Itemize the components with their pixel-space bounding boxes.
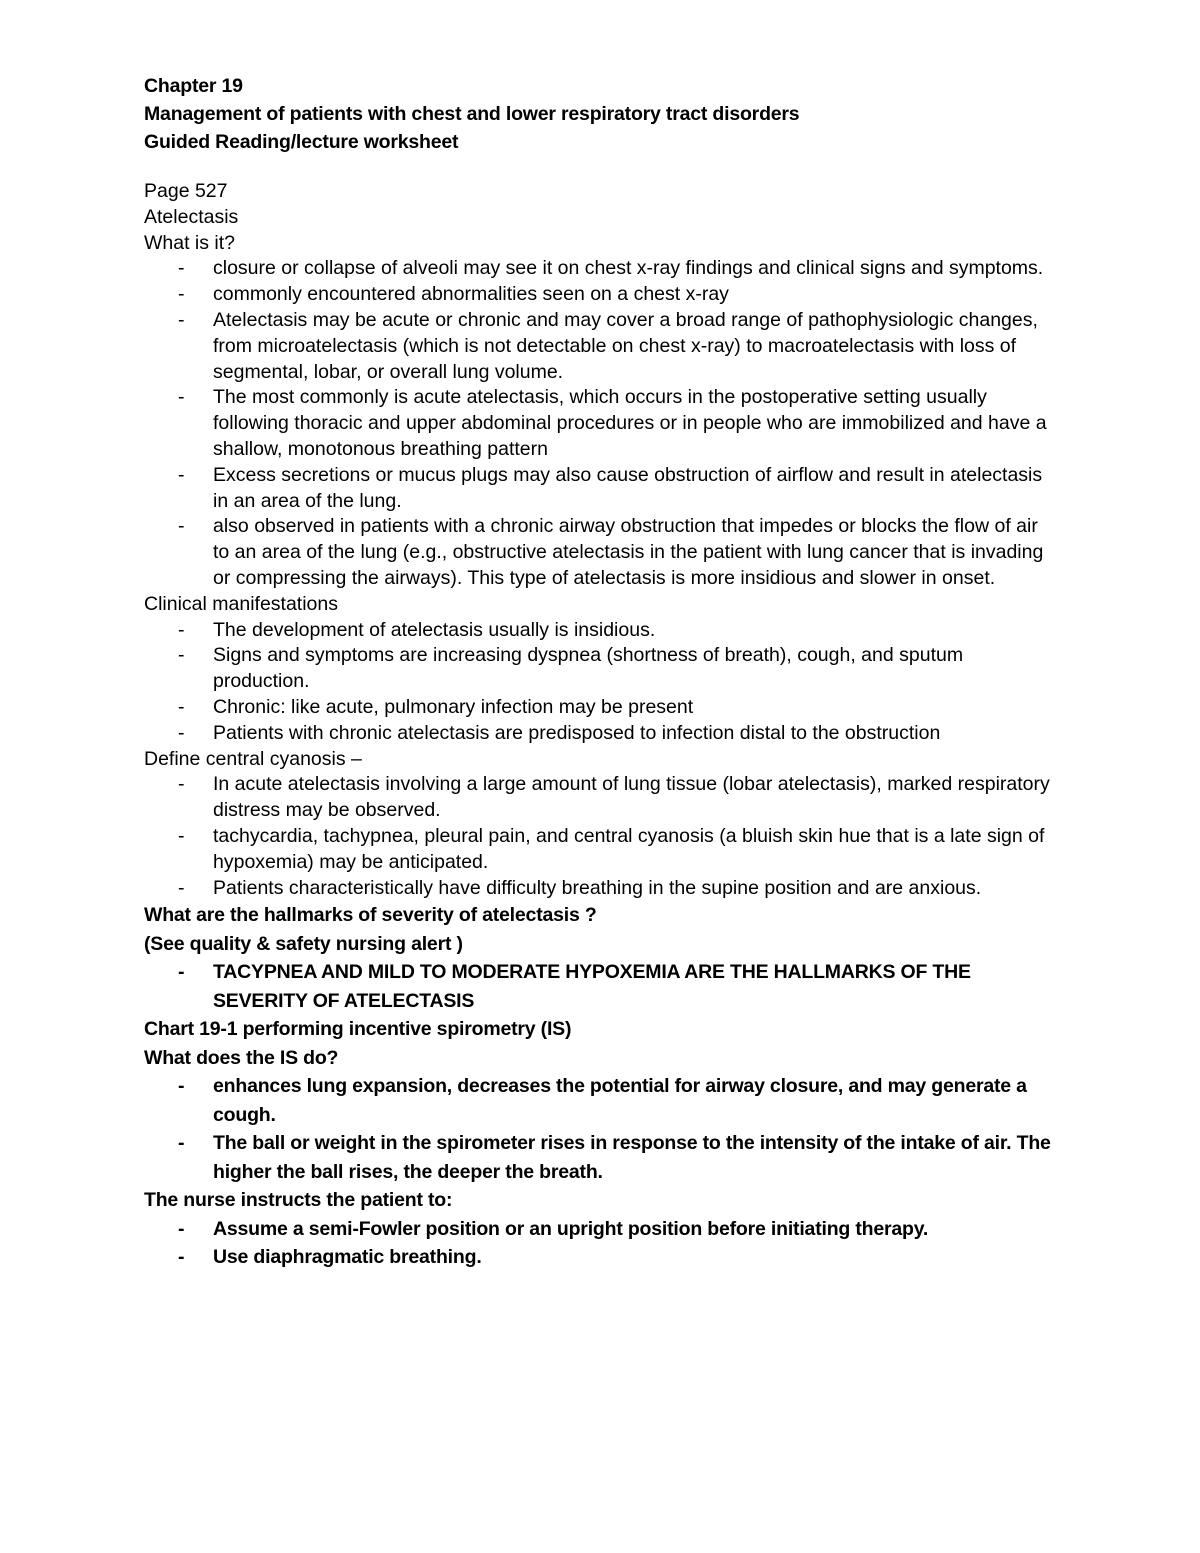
list-item-text: In acute atelectasis involving a large amount of lung tissue (lobar atelectasis), marked respiratory distress may be observed. xyxy=(213,773,1050,822)
list-item xyxy=(144,695,1056,721)
list-item-text: Signs and symptoms are increasing dyspnea (shortness of breath), cough, and sputum production. xyxy=(213,644,964,693)
list-item xyxy=(144,1072,1056,1129)
dash-bullet: - xyxy=(178,308,185,331)
list-item xyxy=(144,256,1056,282)
list-item xyxy=(144,1215,1056,1244)
list-item xyxy=(144,643,1056,695)
list-item-text: enhances lung expansion, decreases the potential for airway closure, and may generate a cough. xyxy=(213,1075,1027,1126)
chart-question: What does the IS do? xyxy=(144,1046,339,1069)
dash-bullet: - xyxy=(178,695,185,718)
list-item-text: closure or collapse of alveoli may see it on chest x-ray findings and clinical signs and symptoms. xyxy=(213,257,1044,280)
dash-bullet: - xyxy=(178,283,185,306)
list-item xyxy=(144,282,1056,308)
dash-bullet: - xyxy=(178,876,185,899)
page-reference: Page 527 xyxy=(144,180,228,202)
list-item-text: Assume a semi-Fowler position or an upright position before initiating therapy. xyxy=(213,1217,929,1240)
chapter-title: Management of patients with chest and lower respiratory tract disorders xyxy=(144,103,800,125)
list-item xyxy=(144,721,1056,747)
dash-bullet: - xyxy=(178,721,185,744)
dash-bullet: - xyxy=(178,961,185,984)
list-item-text: Use diaphragmatic breathing. xyxy=(213,1246,482,1269)
cyanosis-list xyxy=(144,772,1056,901)
dash-bullet: - xyxy=(178,1246,185,1269)
list-item-text: The ball or weight in the spirometer rises in response to the intensity of the intake of air. The higher the ball rises, the deeper the breath. xyxy=(213,1132,1051,1183)
list-item-text: Chronic: like acute, pulmonary infection may be present xyxy=(213,695,694,718)
list-item xyxy=(144,824,1056,876)
section-heading-clinical: Clinical manifestations xyxy=(144,592,339,615)
list-item-text: TACYPNEA AND MILD TO MODERATE HYPOXEMIA ARE THE HALLMARKS OF THE SEVERITY OF ATELECTASIS xyxy=(213,961,971,1012)
list-item xyxy=(144,308,1056,385)
hallmarks-question: What are the hallmarks of severity of atelectasis ? xyxy=(144,904,597,927)
instructs-list xyxy=(144,1215,1056,1272)
topic-heading: Atelectasis xyxy=(144,205,239,228)
worksheet-subtitle: Guided Reading/lecture worksheet xyxy=(144,131,459,153)
list-item xyxy=(144,618,1056,644)
list-item-text: tachycardia, tachypnea, pleural pain, and central cyanosis (a bluish skin hue that is a late sign of hypoxemia) may be anticipated. xyxy=(213,824,1045,873)
list-item xyxy=(144,385,1056,462)
list-item-text: commonly encountered abnormalities seen on a chest x-ray xyxy=(213,283,729,306)
list-item-text: Excess secretions or mucus plugs may also cause obstruction of airflow and result in atelectasis in an area of the lung. xyxy=(213,463,1043,512)
list-item xyxy=(144,1129,1056,1186)
hallmarks-note: (See quality & safety nursing alert ) xyxy=(144,932,463,955)
list-item xyxy=(144,463,1056,515)
section-heading-cyanosis: Define central cyanosis – xyxy=(144,747,362,770)
list-item xyxy=(144,958,1056,1015)
dash-bullet: - xyxy=(178,257,185,280)
clinical-list xyxy=(144,618,1056,747)
bold-section xyxy=(144,901,1056,1272)
dash-bullet: - xyxy=(178,644,185,667)
list-item-text: The development of atelectasis usually is insidious. xyxy=(213,618,656,641)
dash-bullet: - xyxy=(178,824,185,847)
dash-bullet: - xyxy=(178,386,185,409)
dash-bullet: - xyxy=(178,1217,185,1240)
hallmarks-list xyxy=(144,958,1056,1015)
list-item xyxy=(144,514,1056,591)
list-item-text: Patients with chronic atelectasis are predisposed to infection distal to the obstruction xyxy=(213,721,941,744)
list-item xyxy=(144,876,1056,902)
section-heading-what-is-it: What is it? xyxy=(144,231,236,254)
list-item-text: The most commonly is acute atelectasis, which occurs in the postoperative setting usually following thoracic and upper abdominal procedures or in people who are immobilized and have a shallow, monotonous breathing pattern xyxy=(213,386,1047,460)
chart-list xyxy=(144,1072,1056,1186)
dash-bullet: - xyxy=(178,463,185,486)
dash-bullet: - xyxy=(178,618,185,641)
list-item xyxy=(144,1243,1056,1272)
list-item-text: Atelectasis may be acute or chronic and may cover a broad range of pathophysiologic changes, from microatelectasis (which is not detectable on chest x-ray) to macroatelectasis with loss of segmental, lobar, or overall lung volume. xyxy=(213,308,1038,383)
list-item xyxy=(144,772,1056,824)
list-item-text: Patients characteristically have difficulty breathing in the supine position and are anxious. xyxy=(213,876,982,899)
chapter-heading: Chapter 19 xyxy=(144,75,243,97)
dash-bullet: - xyxy=(178,515,185,538)
what-is-it-list xyxy=(144,256,1056,591)
chart-heading: Chart 19-1 performing incentive spirometry (IS) xyxy=(144,1018,572,1041)
dash-bullet: - xyxy=(178,1132,185,1155)
instructs-heading: The nurse instructs the patient to: xyxy=(144,1189,453,1212)
dash-bullet: - xyxy=(178,773,185,796)
worksheet-page xyxy=(144,72,1056,1272)
list-item-text: also observed in patients with a chronic airway obstruction that impedes or blocks the flow of air to an area of the lung (e.g., obstructive atelectasis in the patient with lung cancer that is invading or compressing the airways). This type of atelectasis is more insidious and slower in onset. xyxy=(213,515,1044,589)
spacer xyxy=(144,156,1056,179)
dash-bullet: - xyxy=(178,1075,185,1098)
